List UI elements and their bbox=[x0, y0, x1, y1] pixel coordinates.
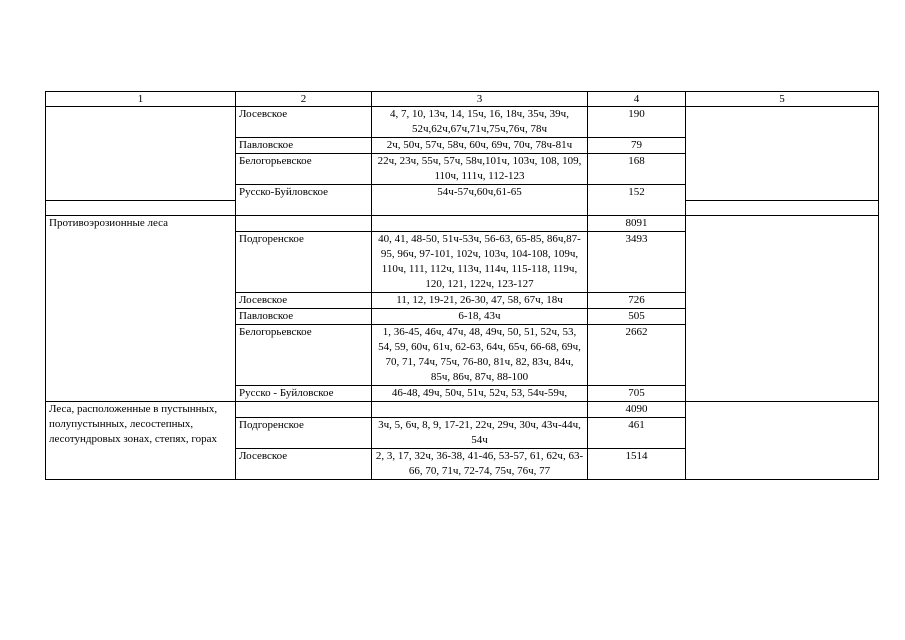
quarters-cell: 40, 41, 48-50, 51ч-53ч, 56-63, 65-85, 86ч,87-95, 96ч, 97-101, 102ч, 103ч, 104-108, 109ч, 110ч, 111, 112ч, 113ч, 114ч, 115-118, 119ч, 120, 121, 122ч, 123-127 bbox=[372, 231, 588, 292]
district-cell: Белогорьевское bbox=[236, 154, 372, 185]
table-row bbox=[46, 107, 879, 138]
area-cell: 168 bbox=[588, 154, 686, 185]
quarters-cell: 54ч-57ч,60ч,61-65 bbox=[372, 185, 588, 201]
note-cell-empty bbox=[686, 107, 879, 201]
header-cell-3: 3 bbox=[372, 92, 588, 107]
header-cell-5: 5 bbox=[686, 92, 879, 107]
area-cell: 79 bbox=[588, 138, 686, 154]
area-cell: 152 bbox=[588, 185, 686, 201]
quarters-cell: 22ч, 23ч, 55ч, 57ч, 58ч,101ч, 103ч, 108, 109, 110ч, 111ч, 112-123 bbox=[372, 154, 588, 185]
category-cell: Противоэрозионные леса bbox=[46, 215, 236, 401]
quarters-cell: 4, 7, 10, 13ч, 14, 15ч, 16, 18ч, 35ч, 39ч, 52ч,62ч,67ч,71ч,75ч,76ч, 78ч bbox=[372, 107, 588, 138]
note-cell-empty bbox=[686, 215, 879, 401]
group-total-row bbox=[46, 215, 879, 231]
category-cell: Леса, расположенные в пустынных, полупустынных, лесостепных, лесотундровых зонах, степях, горах bbox=[46, 401, 236, 479]
area-cell: 1514 bbox=[588, 448, 686, 479]
header-row bbox=[46, 92, 879, 107]
group-total-row bbox=[46, 401, 879, 417]
group-total-cell: 8091 bbox=[588, 215, 686, 231]
note-cell-empty bbox=[686, 401, 879, 479]
quarters-cell: 46-48, 49ч, 50ч, 51ч, 52ч, 53, 54ч-59ч, bbox=[372, 385, 588, 401]
forest-quarters-table bbox=[45, 91, 879, 480]
quarters-cell: 6-18, 43ч bbox=[372, 308, 588, 324]
quarters-cell: 2ч, 50ч, 57ч, 58ч, 60ч, 69ч, 70ч, 78ч-81ч bbox=[372, 138, 588, 154]
header-cell-1: 1 bbox=[46, 92, 236, 107]
district-cell: Лосевское bbox=[236, 292, 372, 308]
district-cell: Подгоренское bbox=[236, 417, 372, 448]
district-cell: Павловское bbox=[236, 138, 372, 154]
quarters-cell: 3ч, 5, 6ч, 8, 9, 17-21, 22ч, 29ч, 30ч, 43ч-44ч, 54ч bbox=[372, 417, 588, 448]
district-cell: Павловское bbox=[236, 308, 372, 324]
quarters-cell: 11, 12, 19-21, 26-30, 47, 58, 67ч, 18ч bbox=[372, 292, 588, 308]
area-cell: 2662 bbox=[588, 324, 686, 385]
quarters-cell: 2, 3, 17, 32ч, 36-38, 41-46, 53-57, 61, 62ч, 63-66, 70, 71ч, 72-74, 75ч, 76ч, 77 bbox=[372, 448, 588, 479]
district-cell: Белогорьевское bbox=[236, 324, 372, 385]
district-cell: Подгоренское bbox=[236, 231, 372, 292]
district-cell: Лосевское bbox=[236, 448, 372, 479]
area-cell: 461 bbox=[588, 417, 686, 448]
spacer-row bbox=[46, 200, 879, 215]
district-cell: Русско - Буйловское bbox=[236, 385, 372, 401]
area-cell: 3493 bbox=[588, 231, 686, 292]
area-cell: 726 bbox=[588, 292, 686, 308]
category-cell-empty bbox=[46, 107, 236, 201]
header-cell-2: 2 bbox=[236, 92, 372, 107]
area-cell: 705 bbox=[588, 385, 686, 401]
area-cell: 505 bbox=[588, 308, 686, 324]
district-cell: Лосевское bbox=[236, 107, 372, 138]
header-cell-4: 4 bbox=[588, 92, 686, 107]
group-total-cell: 4090 bbox=[588, 401, 686, 417]
area-cell: 190 bbox=[588, 107, 686, 138]
quarters-cell: 1, 36-45, 46ч, 47ч, 48, 49ч, 50, 51, 52ч, 53, 54, 59, 60ч, 61ч, 62-63, 64ч, 65ч, 66-68, 69ч, 70, 71, 74ч, 75ч, 76-80, 81ч, 82, 83ч, 84ч, 85ч, 86ч, 87ч, 88-100 bbox=[372, 324, 588, 385]
district-cell: Русско-Буйловское bbox=[236, 185, 372, 201]
